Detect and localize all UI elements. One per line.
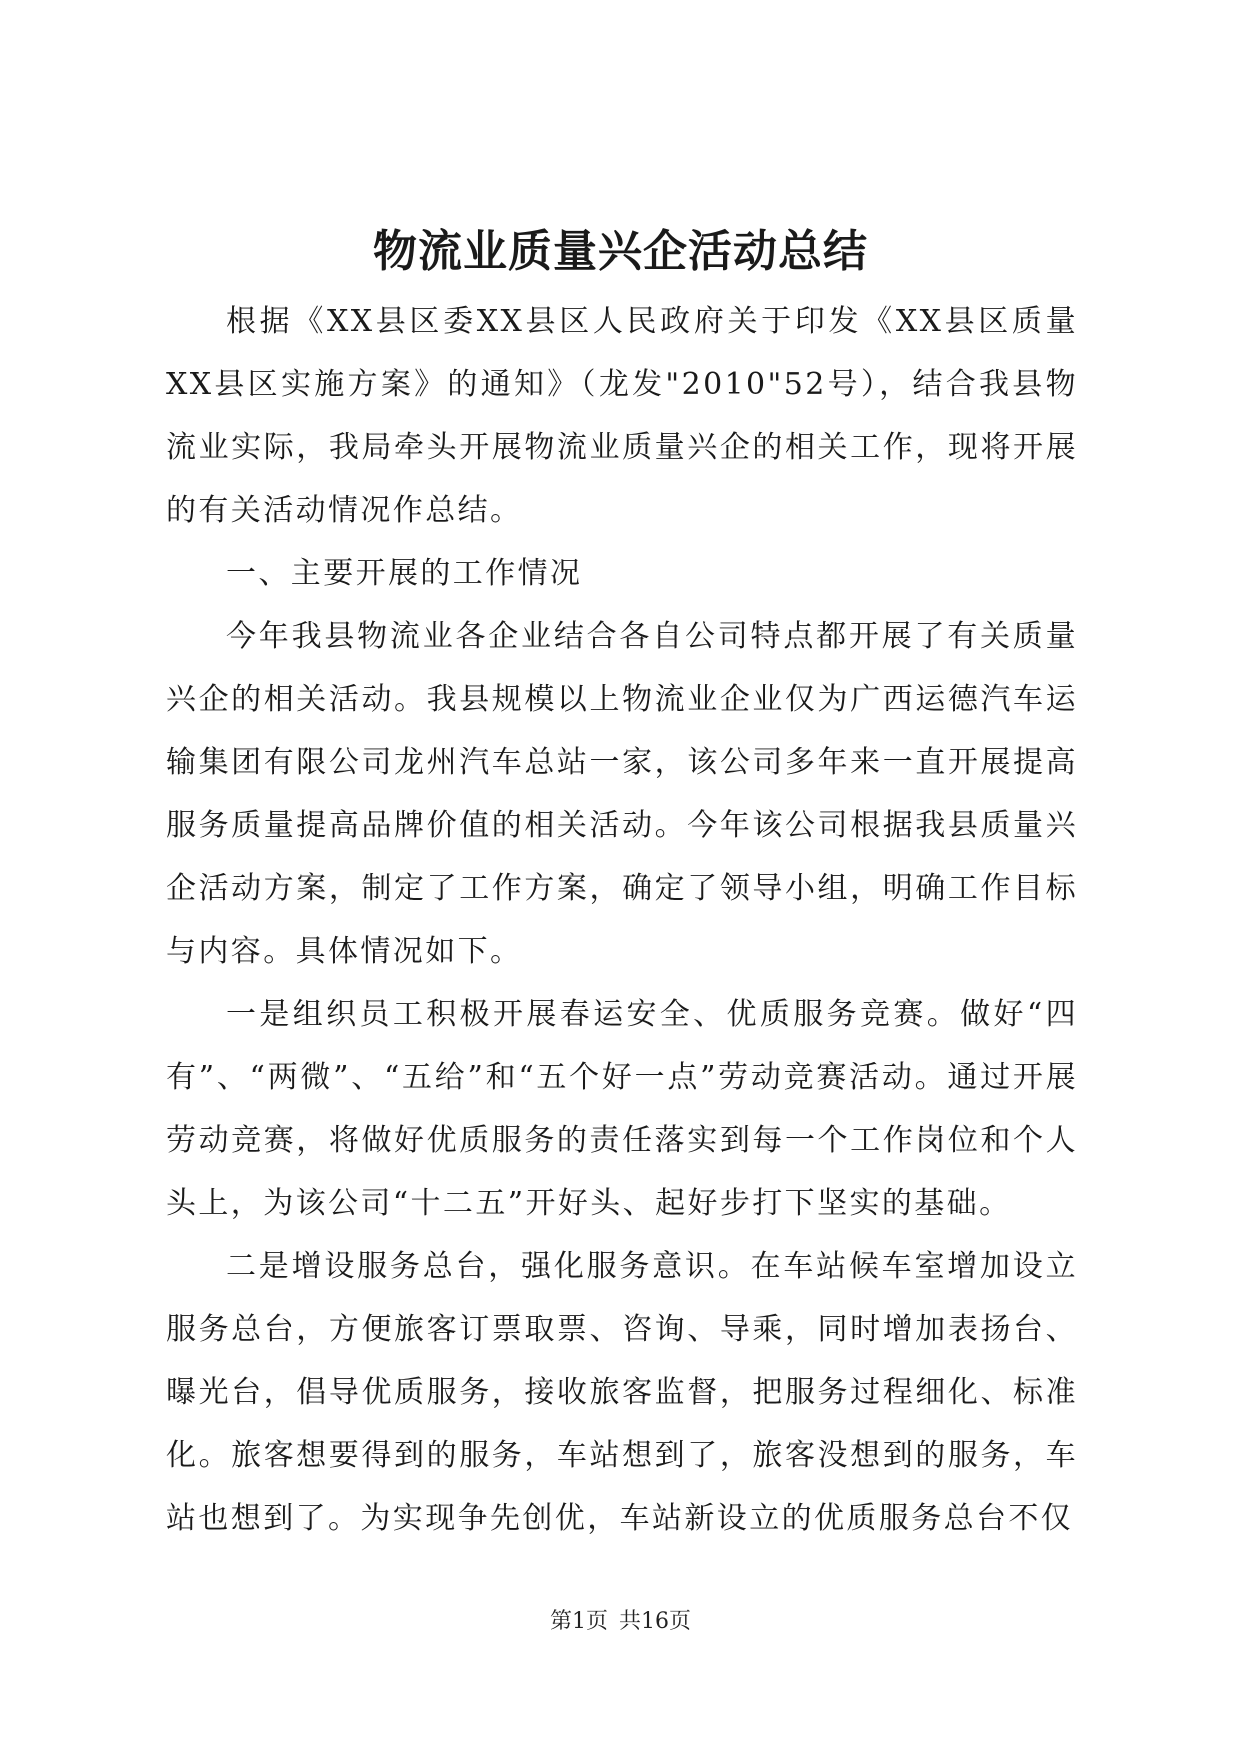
paragraph-point-two: 二是增设服务总台，强化服务意识。在车站候车室增加设立服务总台，方便旅客订票取票、咨询、导乘，同时增加表扬台、曝光台，倡导优质服务，接收旅客监督，把服务过程细化、标准化。旅客想要得到的服务，车站想到了，旅客没想到的服务，车站也想到了。为实现争先创优，车站新设立的优质服务总台不仅 [166,1249,1078,1536]
page-footer [0,1607,1241,1637]
document-title: 物流业质量兴企活动总结 [373,226,868,277]
page-number: 第1页 [550,1609,608,1634]
paragraph-overview: 今年我县物流业各企业结合各自公司特点都开展了有关质量兴企的相关活动。我县规模以上物流业企业仅为广西运德汽车运输集团有限公司龙州汽车总站一家，该公司多年来一直开展提高服务质量提高品牌价值的相关活动。今年该公司根据我县质量兴企活动方案，制定了工作方案，确定了领导小组，明确工作目标与内容。具体情况如下。 [166,619,1078,969]
document-body [166,290,1078,1550]
paragraph-intro: 根据《XX县区委XX县区人民政府关于印发《XX县区质量XX县区实施方案》的通知》（龙发"2010"52号），结合我县物流业实际，我局牵头开展物流业质量兴企的相关工作，现将开展的有关活动情况作总结。 [166,304,1078,528]
page-total: 共16页 [619,1609,691,1634]
section-heading: 一、主要开展的工作情况 [226,556,583,591]
paragraph-point-one: 一是组织员工积极开展春运安全、优质服务竞赛。做好“四有”、“两微”、“五给”和“五个好一点”劳动竞赛活动。通过开展劳动竞赛，将做好优质服务的责任落实到每一个工作岗位和个人头上，为该公司“十二五”开好头、起好步打下坚实的基础。 [166,997,1078,1221]
